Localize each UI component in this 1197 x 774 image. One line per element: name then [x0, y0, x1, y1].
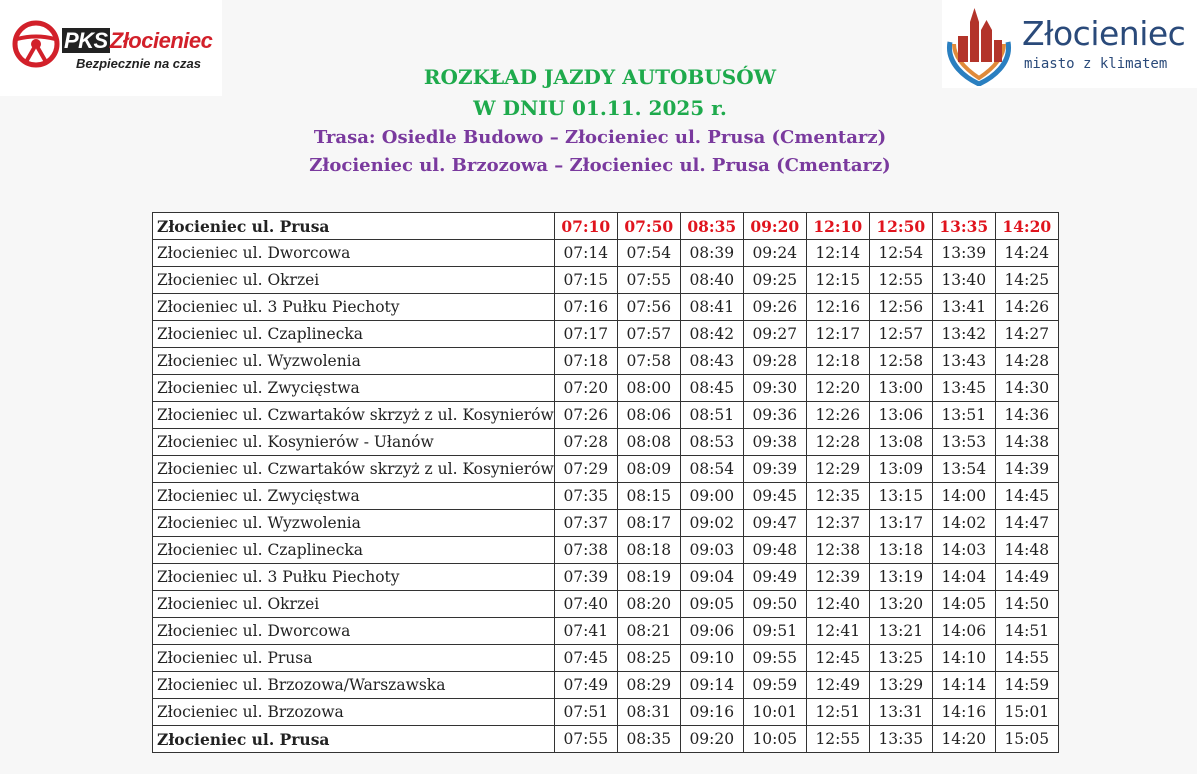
- departure-time: 10:01: [743, 699, 806, 726]
- departure-time: 08:35: [617, 726, 680, 753]
- pks-tagline: Bezpiecznie na czas: [76, 56, 201, 71]
- table-row: [153, 429, 1059, 456]
- stop-name: Złocieniec ul. 3 Pułku Piechoty: [153, 564, 555, 591]
- departure-time: 08:40: [680, 267, 743, 294]
- departure-time: 07:54: [617, 240, 680, 267]
- departure-time: 08:20: [617, 591, 680, 618]
- departure-time: 14:04: [932, 564, 995, 591]
- table-row: [153, 456, 1059, 483]
- departure-time: 09:24: [743, 240, 806, 267]
- table-row: [153, 510, 1059, 537]
- departure-time: 08:45: [680, 375, 743, 402]
- departure-time: 09:05: [680, 591, 743, 618]
- departure-time: 13:25: [869, 645, 932, 672]
- departure-time: 12:49: [806, 672, 869, 699]
- departure-time: 09:48: [743, 537, 806, 564]
- departure-time: 07:14: [554, 240, 617, 267]
- timetable-body: [153, 213, 1059, 753]
- stop-name: Złocieniec ul. Brzozowa: [153, 699, 555, 726]
- departure-time: 13:20: [869, 591, 932, 618]
- stop-name: Złocieniec ul. Okrzei: [153, 591, 555, 618]
- departure-time: 12:56: [869, 294, 932, 321]
- departure-time: 15:05: [995, 726, 1058, 753]
- departure-time: 13:39: [932, 240, 995, 267]
- table-row: [153, 726, 1059, 753]
- departure-time: 14:36: [995, 402, 1058, 429]
- departure-time: 09:55: [743, 645, 806, 672]
- table-row: [153, 537, 1059, 564]
- table-row: [153, 402, 1059, 429]
- departure-time: 14:55: [995, 645, 1058, 672]
- departure-time: 09:02: [680, 510, 743, 537]
- departure-time: 12:15: [806, 267, 869, 294]
- departure-time: 07:15: [554, 267, 617, 294]
- departure-time: 14:30: [995, 375, 1058, 402]
- stop-name: Złocieniec ul. Dworcowa: [153, 240, 555, 267]
- departure-time: 12:54: [869, 240, 932, 267]
- departure-time: 08:15: [617, 483, 680, 510]
- city-name: Złocieniec: [1022, 14, 1186, 53]
- departure-time: 08:31: [617, 699, 680, 726]
- departure-time: 13:45: [932, 375, 995, 402]
- table-row: [153, 240, 1059, 267]
- departure-time: 13:21: [869, 618, 932, 645]
- departure-time: 09:28: [743, 348, 806, 375]
- departure-time: 14:16: [932, 699, 995, 726]
- departure-time: 08:17: [617, 510, 680, 537]
- stop-name: Złocieniec ul. Okrzei: [153, 267, 555, 294]
- departure-time: 07:49: [554, 672, 617, 699]
- departure-time: 14:25: [995, 267, 1058, 294]
- departure-time: 09:04: [680, 564, 743, 591]
- departure-time: 14:39: [995, 456, 1058, 483]
- departure-time: 12:10: [806, 213, 869, 240]
- stop-name: Złocieniec ul. Kosynierów - Ułanów: [153, 429, 555, 456]
- departure-time: 13:54: [932, 456, 995, 483]
- departure-time: 13:09: [869, 456, 932, 483]
- departure-time: 09:39: [743, 456, 806, 483]
- departure-time: 14:59: [995, 672, 1058, 699]
- table-row: [153, 591, 1059, 618]
- departure-time: 12:20: [806, 375, 869, 402]
- page-title: ROZKŁAD JAZDY AUTOBUSÓW: [423, 65, 777, 89]
- departure-time: 09:51: [743, 618, 806, 645]
- departure-time: 07:35: [554, 483, 617, 510]
- departure-time: 09:06: [680, 618, 743, 645]
- stop-name: Złocieniec ul. Prusa: [153, 726, 555, 753]
- departure-time: 14:26: [995, 294, 1058, 321]
- stop-name: Złocieniec ul. Brzozowa/Warszawska: [153, 672, 555, 699]
- departure-time: 08:53: [680, 429, 743, 456]
- departure-time: 07:20: [554, 375, 617, 402]
- departure-time: 09:38: [743, 429, 806, 456]
- stop-name: Złocieniec ul. Dworcowa: [153, 618, 555, 645]
- departure-time: 13:43: [932, 348, 995, 375]
- departure-time: 08:00: [617, 375, 680, 402]
- departure-time: 07:37: [554, 510, 617, 537]
- departure-time: 13:35: [932, 213, 995, 240]
- stop-name: Złocieniec ul. 3 Pułku Piechoty: [153, 294, 555, 321]
- departure-time: 13:17: [869, 510, 932, 537]
- departure-time: 09:50: [743, 591, 806, 618]
- departure-time: 13:08: [869, 429, 932, 456]
- departure-time: 10:05: [743, 726, 806, 753]
- departure-time: 13:42: [932, 321, 995, 348]
- departure-time: 13:18: [869, 537, 932, 564]
- departure-time: 12:14: [806, 240, 869, 267]
- departure-time: 09:36: [743, 402, 806, 429]
- pks-brand-prefix: PKS: [64, 28, 108, 53]
- pks-brand-city: Złocieniec: [109, 28, 213, 53]
- departure-time: 14:06: [932, 618, 995, 645]
- departure-time: 08:19: [617, 564, 680, 591]
- departure-time: 07:28: [554, 429, 617, 456]
- departure-time: 13:31: [869, 699, 932, 726]
- departure-time: 09:25: [743, 267, 806, 294]
- departure-time: 14:20: [932, 726, 995, 753]
- stop-name: Złocieniec ul. Zwycięstwa: [153, 375, 555, 402]
- departure-time: 14:27: [995, 321, 1058, 348]
- stop-name: Złocieniec ul. Prusa: [153, 645, 555, 672]
- route-line-1: Trasa: Osiedle Budowo – Złocieniec ul. Prusa (Cmentarz): [313, 127, 887, 148]
- departure-time: 14:51: [995, 618, 1058, 645]
- departure-time: 09:47: [743, 510, 806, 537]
- departure-time: 12:55: [869, 267, 932, 294]
- departure-time: 07:17: [554, 321, 617, 348]
- departure-time: 08:09: [617, 456, 680, 483]
- departure-time: 14:03: [932, 537, 995, 564]
- departure-time: 12:35: [806, 483, 869, 510]
- departure-time: 12:16: [806, 294, 869, 321]
- departure-time: 08:39: [680, 240, 743, 267]
- city-tagline: miasto z klimatem: [1024, 56, 1168, 72]
- stop-name: Złocieniec ul. Czwartaków skrzyż z ul. Kosynierów: [153, 402, 555, 429]
- stop-name: Złocieniec ul. Czaplinecka: [153, 321, 555, 348]
- departure-time: 14:10: [932, 645, 995, 672]
- departure-time: 12:18: [806, 348, 869, 375]
- departure-time: 07:56: [617, 294, 680, 321]
- departure-time: 09:49: [743, 564, 806, 591]
- table-row: [153, 618, 1059, 645]
- departure-time: 07:55: [617, 267, 680, 294]
- departure-time: 07:58: [617, 348, 680, 375]
- departure-time: 14:49: [995, 564, 1058, 591]
- departure-time: 12:58: [869, 348, 932, 375]
- departure-time: 07:41: [554, 618, 617, 645]
- table-row: [153, 564, 1059, 591]
- departure-time: 12:50: [869, 213, 932, 240]
- departure-time: 12:39: [806, 564, 869, 591]
- departure-time: 08:54: [680, 456, 743, 483]
- departure-time: 12:41: [806, 618, 869, 645]
- departure-time: 09:10: [680, 645, 743, 672]
- table-row: [153, 375, 1059, 402]
- departure-time: 13:40: [932, 267, 995, 294]
- stop-name: Złocieniec ul. Zwycięstwa: [153, 483, 555, 510]
- departure-time: 07:16: [554, 294, 617, 321]
- departure-time: 14:02: [932, 510, 995, 537]
- departure-time: 08:35: [680, 213, 743, 240]
- departure-time: 08:18: [617, 537, 680, 564]
- departure-time: 09:03: [680, 537, 743, 564]
- departure-time: 08:42: [680, 321, 743, 348]
- departure-time: 14:20: [995, 213, 1058, 240]
- departure-time: 07:51: [554, 699, 617, 726]
- departure-time: 09:14: [680, 672, 743, 699]
- title-block: [200, 62, 1000, 180]
- departure-time: 13:51: [932, 402, 995, 429]
- departure-time: 14:24: [995, 240, 1058, 267]
- departure-time: 12:38: [806, 537, 869, 564]
- date-title: W DNIU 01.11. 2025 r.: [473, 96, 727, 120]
- departure-time: 12:40: [806, 591, 869, 618]
- departure-time: 07:10: [554, 213, 617, 240]
- departure-time: 14:38: [995, 429, 1058, 456]
- departure-time: 13:29: [869, 672, 932, 699]
- departure-time: 14:28: [995, 348, 1058, 375]
- departure-time: 09:26: [743, 294, 806, 321]
- departure-time: 07:39: [554, 564, 617, 591]
- departure-time: 08:51: [680, 402, 743, 429]
- departure-time: 12:57: [869, 321, 932, 348]
- departure-time: 14:05: [932, 591, 995, 618]
- departure-time: 14:47: [995, 510, 1058, 537]
- table-row: [153, 294, 1059, 321]
- departure-time: 15:01: [995, 699, 1058, 726]
- timetable: [152, 212, 1059, 753]
- departure-time: 13:15: [869, 483, 932, 510]
- departure-time: 12:51: [806, 699, 869, 726]
- departure-time: 12:29: [806, 456, 869, 483]
- departure-time: 07:57: [617, 321, 680, 348]
- departure-time: 08:41: [680, 294, 743, 321]
- departure-time: 12:26: [806, 402, 869, 429]
- departure-time: 13:53: [932, 429, 995, 456]
- departure-time: 09:20: [743, 213, 806, 240]
- departure-time: 07:45: [554, 645, 617, 672]
- departure-time: 12:37: [806, 510, 869, 537]
- stop-name: Złocieniec ul. Czaplinecka: [153, 537, 555, 564]
- departure-time: 07:40: [554, 591, 617, 618]
- pks-logo: [0, 0, 222, 96]
- departure-time: 14:00: [932, 483, 995, 510]
- departure-time: 13:06: [869, 402, 932, 429]
- departure-time: 14:14: [932, 672, 995, 699]
- departure-time: 09:00: [680, 483, 743, 510]
- departure-time: 07:18: [554, 348, 617, 375]
- departure-time: 09:27: [743, 321, 806, 348]
- departure-time: 07:29: [554, 456, 617, 483]
- table-row: [153, 699, 1059, 726]
- departure-time: 09:45: [743, 483, 806, 510]
- departure-time: 13:19: [869, 564, 932, 591]
- table-row: [153, 321, 1059, 348]
- departure-time: 08:21: [617, 618, 680, 645]
- stop-name: Złocieniec ul. Wyzwolenia: [153, 348, 555, 375]
- departure-time: 12:55: [806, 726, 869, 753]
- departure-time: 08:08: [617, 429, 680, 456]
- departure-time: 09:20: [680, 726, 743, 753]
- route-line-2: Złocieniec ul. Brzozowa – Złocieniec ul. Prusa (Cmentarz): [309, 155, 891, 176]
- departure-time: 14:50: [995, 591, 1058, 618]
- stop-name: Złocieniec ul. Wyzwolenia: [153, 510, 555, 537]
- departure-time: 13:35: [869, 726, 932, 753]
- departure-time: 14:48: [995, 537, 1058, 564]
- departure-time: 12:17: [806, 321, 869, 348]
- departure-time: 07:55: [554, 726, 617, 753]
- departure-time: 07:50: [617, 213, 680, 240]
- departure-time: 08:43: [680, 348, 743, 375]
- stop-name: Złocieniec ul. Czwartaków skrzyż z ul. Kosynierów: [153, 456, 555, 483]
- departure-time: 08:06: [617, 402, 680, 429]
- table-row: [153, 348, 1059, 375]
- departure-time: 07:38: [554, 537, 617, 564]
- pks-brand: [62, 28, 213, 54]
- departure-time: 09:30: [743, 375, 806, 402]
- departure-time: 12:28: [806, 429, 869, 456]
- departure-time: 13:41: [932, 294, 995, 321]
- timetable-header-row: [153, 213, 1059, 240]
- departure-time: 14:45: [995, 483, 1058, 510]
- departure-time: 09:16: [680, 699, 743, 726]
- departure-time: 07:26: [554, 402, 617, 429]
- departure-time: 09:59: [743, 672, 806, 699]
- table-row: [153, 672, 1059, 699]
- steering-wheel-icon: [12, 20, 60, 68]
- table-row: [153, 645, 1059, 672]
- table-row: [153, 267, 1059, 294]
- table-row: [153, 483, 1059, 510]
- departure-time: 13:00: [869, 375, 932, 402]
- departure-time: 12:45: [806, 645, 869, 672]
- departure-time: 08:29: [617, 672, 680, 699]
- stop-name: Złocieniec ul. Prusa: [153, 213, 555, 240]
- departure-time: 08:25: [617, 645, 680, 672]
